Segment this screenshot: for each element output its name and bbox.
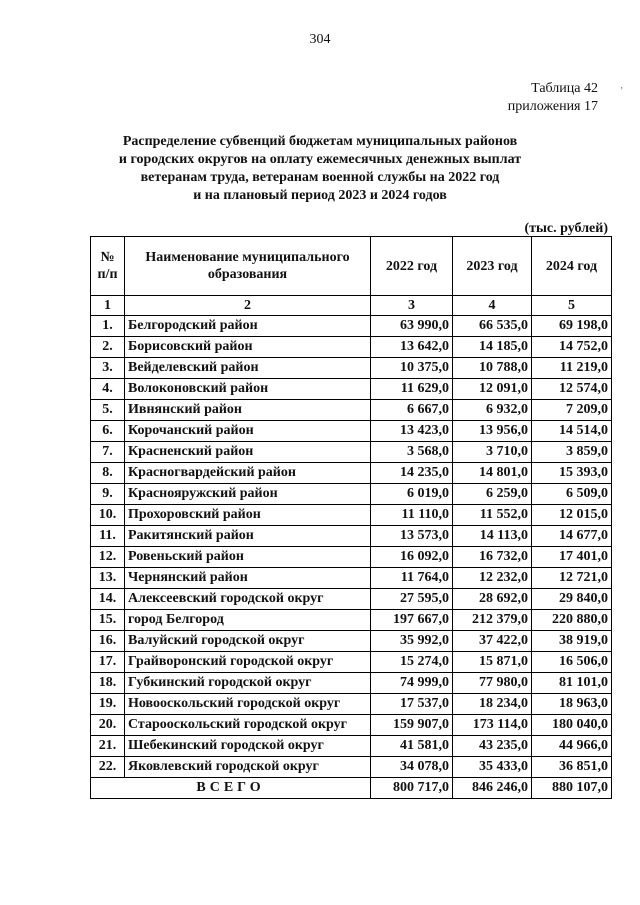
- header-2023: 2023 год: [453, 237, 532, 296]
- municipality-name: Новооскольский городской округ: [125, 694, 371, 715]
- value-2022: 63 990,0: [371, 316, 453, 337]
- value-2022: 10 375,0: [371, 358, 453, 379]
- municipality-name: Прохоровский район: [125, 505, 371, 526]
- value-2024: 12 574,0: [532, 379, 612, 400]
- row-number: 17.: [91, 652, 125, 673]
- header-num-line2: п/п: [97, 267, 118, 282]
- municipality-name: Грайворонский городской округ: [125, 652, 371, 673]
- municipality-name: Старооскольский городской округ: [125, 715, 371, 736]
- row-number: 10.: [91, 505, 125, 526]
- table-row: [91, 736, 612, 757]
- value-2024: 38 919,0: [532, 631, 612, 652]
- total-2023: 846 246,0: [453, 778, 532, 799]
- row-number: 16.: [91, 631, 125, 652]
- table-row: [91, 400, 612, 421]
- table-row: [91, 589, 612, 610]
- row-number: 9.: [91, 484, 125, 505]
- value-2023: 15 871,0: [453, 652, 532, 673]
- table-reference: [508, 80, 598, 116]
- table-row: [91, 694, 612, 715]
- value-2024: 6 509,0: [532, 484, 612, 505]
- value-2024: 220 880,0: [532, 610, 612, 631]
- total-2022: 800 717,0: [371, 778, 453, 799]
- value-2022: 13 423,0: [371, 421, 453, 442]
- municipality-name: Красногвардейский район: [125, 463, 371, 484]
- value-2022: 14 235,0: [371, 463, 453, 484]
- value-2023: 6 259,0: [453, 484, 532, 505]
- municipality-name: Белгородский район: [125, 316, 371, 337]
- value-2023: 14 185,0: [453, 337, 532, 358]
- subvention-table: [90, 236, 612, 799]
- value-2023: 3 710,0: [453, 442, 532, 463]
- row-number: 1.: [91, 316, 125, 337]
- value-2024: 17 401,0: [532, 547, 612, 568]
- table-row: [91, 442, 612, 463]
- value-2024: 36 851,0: [532, 757, 612, 778]
- value-2024: 16 506,0: [532, 652, 612, 673]
- header-name: [125, 237, 371, 296]
- header-num-line1: №: [100, 250, 115, 265]
- title-line2: и городских округов на оплату ежемесячных денежных выплат: [118, 152, 522, 167]
- value-2024: 29 840,0: [532, 589, 612, 610]
- table-row: [91, 505, 612, 526]
- table-ref-line1: Таблица 42: [531, 81, 598, 96]
- col-number-5: 5: [532, 296, 612, 316]
- document-title: [90, 133, 550, 205]
- title-line1: Распределение субвенций бюджетам муниципальных районов: [122, 134, 518, 149]
- municipality-name: Борисовский район: [125, 337, 371, 358]
- value-2022: 159 907,0: [371, 715, 453, 736]
- col-number-1: 1: [91, 296, 125, 316]
- column-number-row: [91, 296, 612, 316]
- scan-mark: ʼ: [620, 86, 624, 97]
- col-number-2: 2: [125, 296, 371, 316]
- value-2024: 180 040,0: [532, 715, 612, 736]
- municipality-name: Ровеньский район: [125, 547, 371, 568]
- total-2024: 880 107,0: [532, 778, 612, 799]
- header-name-line1: Наименование муниципального: [145, 250, 350, 265]
- value-2022: 27 595,0: [371, 589, 453, 610]
- value-2024: 14 514,0: [532, 421, 612, 442]
- value-2023: 173 114,0: [453, 715, 532, 736]
- row-number: 14.: [91, 589, 125, 610]
- table-row: [91, 526, 612, 547]
- value-2023: 16 732,0: [453, 547, 532, 568]
- row-number: 13.: [91, 568, 125, 589]
- value-2024: 12 015,0: [532, 505, 612, 526]
- table-row: [91, 631, 612, 652]
- value-2022: 35 992,0: [371, 631, 453, 652]
- row-number: 15.: [91, 610, 125, 631]
- table-row: [91, 484, 612, 505]
- municipality-name: Чернянский район: [125, 568, 371, 589]
- value-2022: 17 537,0: [371, 694, 453, 715]
- row-number: 2.: [91, 337, 125, 358]
- table-row: [91, 652, 612, 673]
- value-2023: 43 235,0: [453, 736, 532, 757]
- row-number: 20.: [91, 715, 125, 736]
- value-2022: 41 581,0: [371, 736, 453, 757]
- municipality-name: Красненский район: [125, 442, 371, 463]
- municipality-name: Губкинский городской округ: [125, 673, 371, 694]
- table-row: [91, 337, 612, 358]
- value-2022: 13 642,0: [371, 337, 453, 358]
- table-row: [91, 715, 612, 736]
- value-2022: 15 274,0: [371, 652, 453, 673]
- col-number-3: 3: [371, 296, 453, 316]
- value-2024: 3 859,0: [532, 442, 612, 463]
- municipality-name: город Белгород: [125, 610, 371, 631]
- municipality-name: Валуйский городской округ: [125, 631, 371, 652]
- value-2022: 16 092,0: [371, 547, 453, 568]
- row-number: 19.: [91, 694, 125, 715]
- municipality-name: Вейделевский район: [125, 358, 371, 379]
- value-2023: 11 552,0: [453, 505, 532, 526]
- municipality-name: Шебекинский городской округ: [125, 736, 371, 757]
- value-2023: 12 232,0: [453, 568, 532, 589]
- value-2023: 18 234,0: [453, 694, 532, 715]
- value-2023: 35 433,0: [453, 757, 532, 778]
- value-2024: 14 752,0: [532, 337, 612, 358]
- table-row: [91, 316, 612, 337]
- municipality-name: Краснояружский район: [125, 484, 371, 505]
- value-2023: 14 113,0: [453, 526, 532, 547]
- value-2022: 13 573,0: [371, 526, 453, 547]
- units-label: (тыс. рублей): [524, 221, 608, 236]
- value-2024: 12 721,0: [532, 568, 612, 589]
- table-row: [91, 673, 612, 694]
- value-2023: 37 422,0: [453, 631, 532, 652]
- municipality-name: Ивнянский район: [125, 400, 371, 421]
- value-2022: 3 568,0: [371, 442, 453, 463]
- table-row: [91, 547, 612, 568]
- value-2024: 14 677,0: [532, 526, 612, 547]
- municipality-name: Яковлевский городской округ: [125, 757, 371, 778]
- table-row: [91, 610, 612, 631]
- total-row: [91, 778, 612, 799]
- value-2023: 10 788,0: [453, 358, 532, 379]
- row-number: 18.: [91, 673, 125, 694]
- table-row: [91, 358, 612, 379]
- value-2022: 6 667,0: [371, 400, 453, 421]
- header-2024: 2024 год: [532, 237, 612, 296]
- value-2023: 12 091,0: [453, 379, 532, 400]
- value-2023: 14 801,0: [453, 463, 532, 484]
- value-2023: 6 932,0: [453, 400, 532, 421]
- table-row: [91, 379, 612, 400]
- title-line3: ветеранам труда, ветеранам военной службы на 2022 год: [140, 170, 500, 185]
- table-row: [91, 757, 612, 778]
- value-2024: 11 219,0: [532, 358, 612, 379]
- municipality-name: Алексеевский городской округ: [125, 589, 371, 610]
- col-number-4: 4: [453, 296, 532, 316]
- value-2024: 15 393,0: [532, 463, 612, 484]
- value-2023: 212 379,0: [453, 610, 532, 631]
- value-2024: 81 101,0: [532, 673, 612, 694]
- total-label: ВСЕГО: [91, 778, 371, 799]
- value-2022: 74 999,0: [371, 673, 453, 694]
- value-2023: 66 535,0: [453, 316, 532, 337]
- value-2024: 18 963,0: [532, 694, 612, 715]
- value-2022: 11 629,0: [371, 379, 453, 400]
- row-number: 22.: [91, 757, 125, 778]
- header-num: [91, 237, 125, 296]
- value-2023: 77 980,0: [453, 673, 532, 694]
- row-number: 11.: [91, 526, 125, 547]
- header-2022: 2022 год: [371, 237, 453, 296]
- page-number: 304: [309, 32, 331, 47]
- value-2024: 7 209,0: [532, 400, 612, 421]
- municipality-name: Корочанский район: [125, 421, 371, 442]
- row-number: 21.: [91, 736, 125, 757]
- value-2022: 6 019,0: [371, 484, 453, 505]
- table-body: [91, 316, 612, 778]
- row-number: 3.: [91, 358, 125, 379]
- row-number: 6.: [91, 421, 125, 442]
- value-2024: 69 198,0: [532, 316, 612, 337]
- table-row: [91, 463, 612, 484]
- value-2022: 11 764,0: [371, 568, 453, 589]
- table-ref-line2: приложения 17: [507, 99, 598, 114]
- header-name-line2: образования: [207, 267, 288, 282]
- row-number: 4.: [91, 379, 125, 400]
- header-row: [91, 237, 612, 296]
- row-number: 7.: [91, 442, 125, 463]
- municipality-name: Ракитянский район: [125, 526, 371, 547]
- row-number: 8.: [91, 463, 125, 484]
- municipality-name: Волоконовский район: [125, 379, 371, 400]
- value-2022: 34 078,0: [371, 757, 453, 778]
- value-2024: 44 966,0: [532, 736, 612, 757]
- row-number: 5.: [91, 400, 125, 421]
- row-number: 12.: [91, 547, 125, 568]
- value-2022: 197 667,0: [371, 610, 453, 631]
- value-2022: 11 110,0: [371, 505, 453, 526]
- table-row: [91, 568, 612, 589]
- table-row: [91, 421, 612, 442]
- title-line4: и на плановый период 2023 и 2024 годов: [193, 188, 447, 203]
- value-2023: 28 692,0: [453, 589, 532, 610]
- value-2023: 13 956,0: [453, 421, 532, 442]
